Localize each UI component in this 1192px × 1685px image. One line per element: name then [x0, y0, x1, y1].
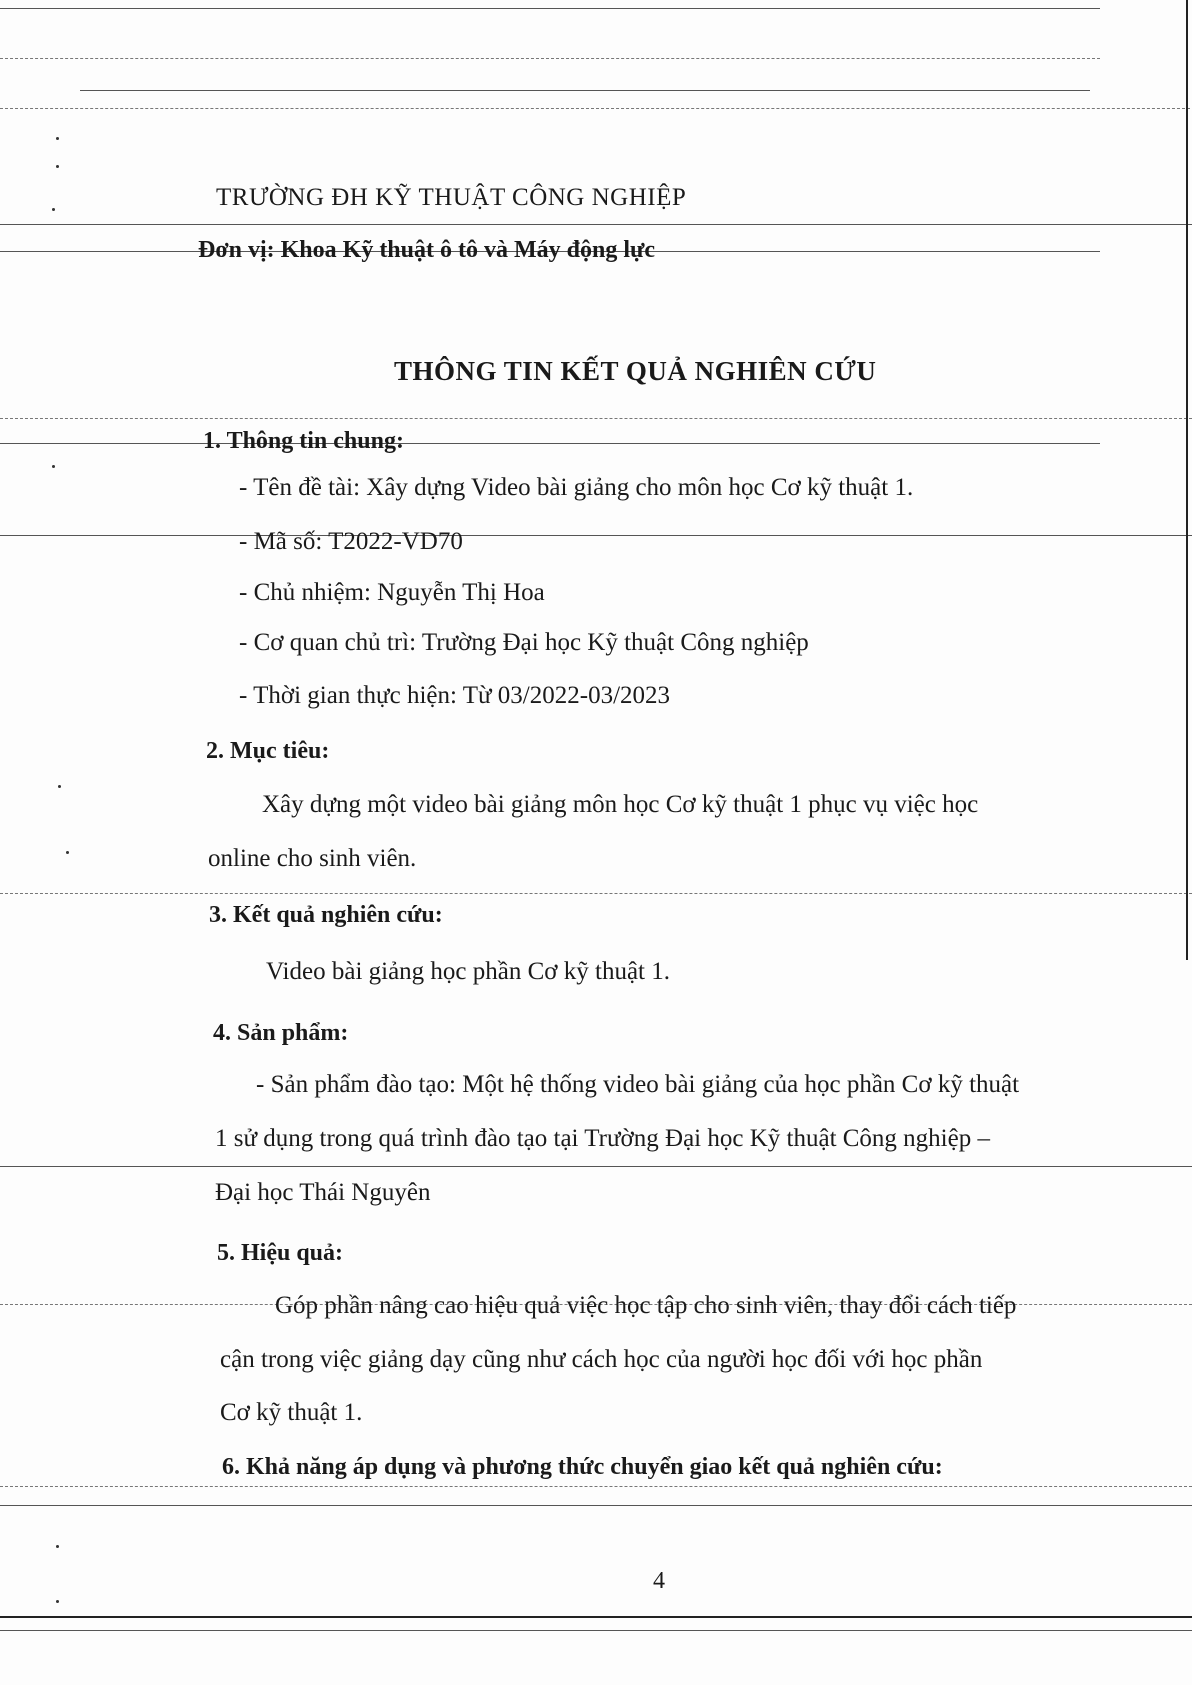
objective-line: Xây dựng một video bài giảng môn học Cơ kỹ thuật 1 phục vụ việc học: [262, 791, 979, 818]
scan-speck: [66, 851, 69, 854]
scan-artifact-line: [0, 893, 1192, 894]
section-heading-applicability: 6. Khả năng áp dụng và phương thức chuyển giao kết quả nghiên cứu:: [222, 1454, 943, 1480]
scan-artifact-line: [0, 535, 1192, 536]
page-title: THÔNG TIN KẾT QUẢ NGHIÊN CỨU: [394, 356, 877, 386]
scan-artifact-line: [80, 90, 1090, 91]
section-heading-objective: 2. Mục tiêu:: [206, 738, 330, 764]
unit-name: Đơn vị: Khoa Kỹ thuật ô tô và Máy động lực: [198, 237, 656, 263]
scan-speck: [58, 785, 61, 788]
products-line: 1 sử dụng trong quá trình đào tạo tại Trường Đại học Kỹ thuật Công nghiệp –: [215, 1125, 990, 1152]
scan-speck: [56, 137, 59, 140]
scan-artifact-line: [0, 1166, 1192, 1167]
scan-artifact-line: [0, 1616, 1192, 1618]
scan-artifact-line: [0, 224, 1192, 225]
section-heading-results: 3. Kết quả nghiên cứu:: [209, 902, 443, 928]
scan-artifact-line: [0, 418, 1192, 419]
objective-line: online cho sinh viên.: [208, 845, 417, 872]
scan-artifact-line: [0, 8, 1100, 9]
general-item-code: - Mã số: T2022-VD70: [239, 528, 463, 555]
general-item-host: - Cơ quan chủ trì: Trường Đại học Kỹ thuật Công nghiệp: [239, 629, 809, 656]
scan-artifact-line: [0, 1505, 1192, 1506]
results-line: Video bài giảng học phần Cơ kỹ thuật 1.: [266, 958, 671, 985]
effectiveness-line: Cơ kỹ thuật 1.: [220, 1399, 363, 1426]
scan-speck: [56, 165, 59, 168]
scan-artifact-edge: [1186, 0, 1188, 960]
general-item-leader: - Chủ nhiệm: Nguyễn Thị Hoa: [239, 579, 545, 606]
section-heading-general: 1. Thông tin chung:: [203, 428, 404, 454]
general-item-topic: - Tên đề tài: Xây dựng Video bài giảng cho môn học Cơ kỹ thuật 1.: [239, 474, 914, 501]
effectiveness-line: Góp phần nâng cao hiệu quả việc học tập cho sinh viên, thay đổi cách tiếp: [275, 1292, 1017, 1319]
page-number: 4: [653, 1568, 665, 1594]
scan-artifact-line: [0, 443, 1100, 444]
section-heading-products: 4. Sản phẩm:: [213, 1020, 349, 1046]
scan-artifact-line: [0, 1630, 1192, 1631]
products-line: Đại học Thái Nguyên: [215, 1179, 431, 1206]
section-heading-effectiveness: 5. Hiệu quả:: [217, 1240, 344, 1266]
school-name: TRƯỜNG ĐH KỸ THUẬT CÔNG NGHIỆP: [216, 184, 687, 211]
products-line: - Sản phẩm đào tạo: Một hệ thống video bài giảng của học phần Cơ kỹ thuật: [256, 1071, 1020, 1098]
general-item-duration: - Thời gian thực hiện: Từ 03/2022-03/2023: [239, 682, 671, 709]
scan-artifact-line: [0, 58, 1100, 59]
scan-speck: [52, 465, 55, 468]
scan-artifact-line: [0, 1486, 1192, 1487]
effectiveness-line: cận trong việc giảng dạy cũng như cách học của người học đối với học phần: [220, 1346, 983, 1373]
scan-speck: [52, 208, 55, 211]
scan-speck: [56, 1545, 59, 1548]
scan-speck: [56, 1600, 59, 1603]
scan-artifact-line: [0, 108, 1190, 109]
